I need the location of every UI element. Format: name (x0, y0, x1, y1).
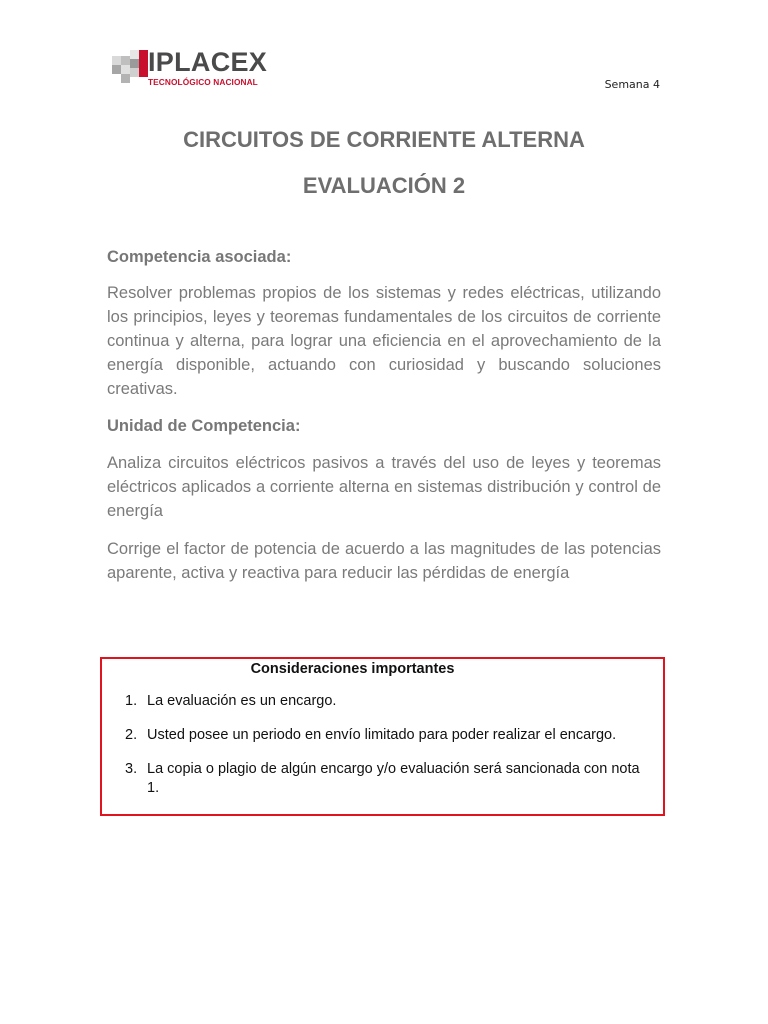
list-item (125, 726, 649, 745)
unidad-section (107, 417, 661, 585)
competencia-text: Resolver problemas propios de los sistemas y redes eléctricas, utilizando los principios, leyes y teoremas fundamentales de los circuitos de corriente continua y alterna, para lograr una eficiencia en el aprovechamiento de la energía disponible, actuando con curiosidad y buscando soluciones creativas. (107, 284, 661, 398)
unidad-paragraph: Analiza circuitos eléctricos pasivos a través del uso de leyes y teoremas eléctricos aplicados a corriente alterna en sistemas distribución y control de energía (107, 454, 661, 520)
list-item-text: La evaluación es un encargo. (147, 693, 337, 709)
list-item-text: Usted posee un periodo en envío limitado para poder realizar el encargo. (147, 727, 617, 743)
list-item (125, 692, 649, 711)
list-item-number: 1. (125, 693, 138, 709)
list-item-number: 2. (125, 727, 138, 743)
competencia-heading: Competencia asociada: (107, 248, 292, 266)
considerations-box (100, 657, 665, 816)
list-item (125, 760, 649, 798)
document-title: CIRCUITOS DE CORRIENTE ALTERNA (183, 127, 585, 152)
unidad-heading: Unidad de Competencia: (107, 417, 301, 435)
list-item-number: 3. (125, 761, 138, 777)
unidad-paragraph: Corrige el factor de potencia de acuerdo a las magnitudes de las potencias aparente, activa y reactiva para reducir las pérdidas de energía (107, 540, 661, 582)
logo-mark-icon (112, 50, 148, 86)
logo-wordmark: IPLACEX (148, 47, 268, 77)
iplacex-logo (112, 47, 272, 90)
week-label: Semana 4 (604, 78, 660, 91)
list-item-text: La copia o plagio de algún encargo y/o evaluación será sancionada con nota 1. (147, 761, 640, 796)
competencia-section (107, 248, 661, 401)
logo-tagline: TECNOLÓGICO NACIONAL (148, 77, 258, 87)
document-subtitle: EVALUACIÓN 2 (302, 173, 466, 198)
considerations-title: Consideraciones importantes (250, 661, 455, 677)
